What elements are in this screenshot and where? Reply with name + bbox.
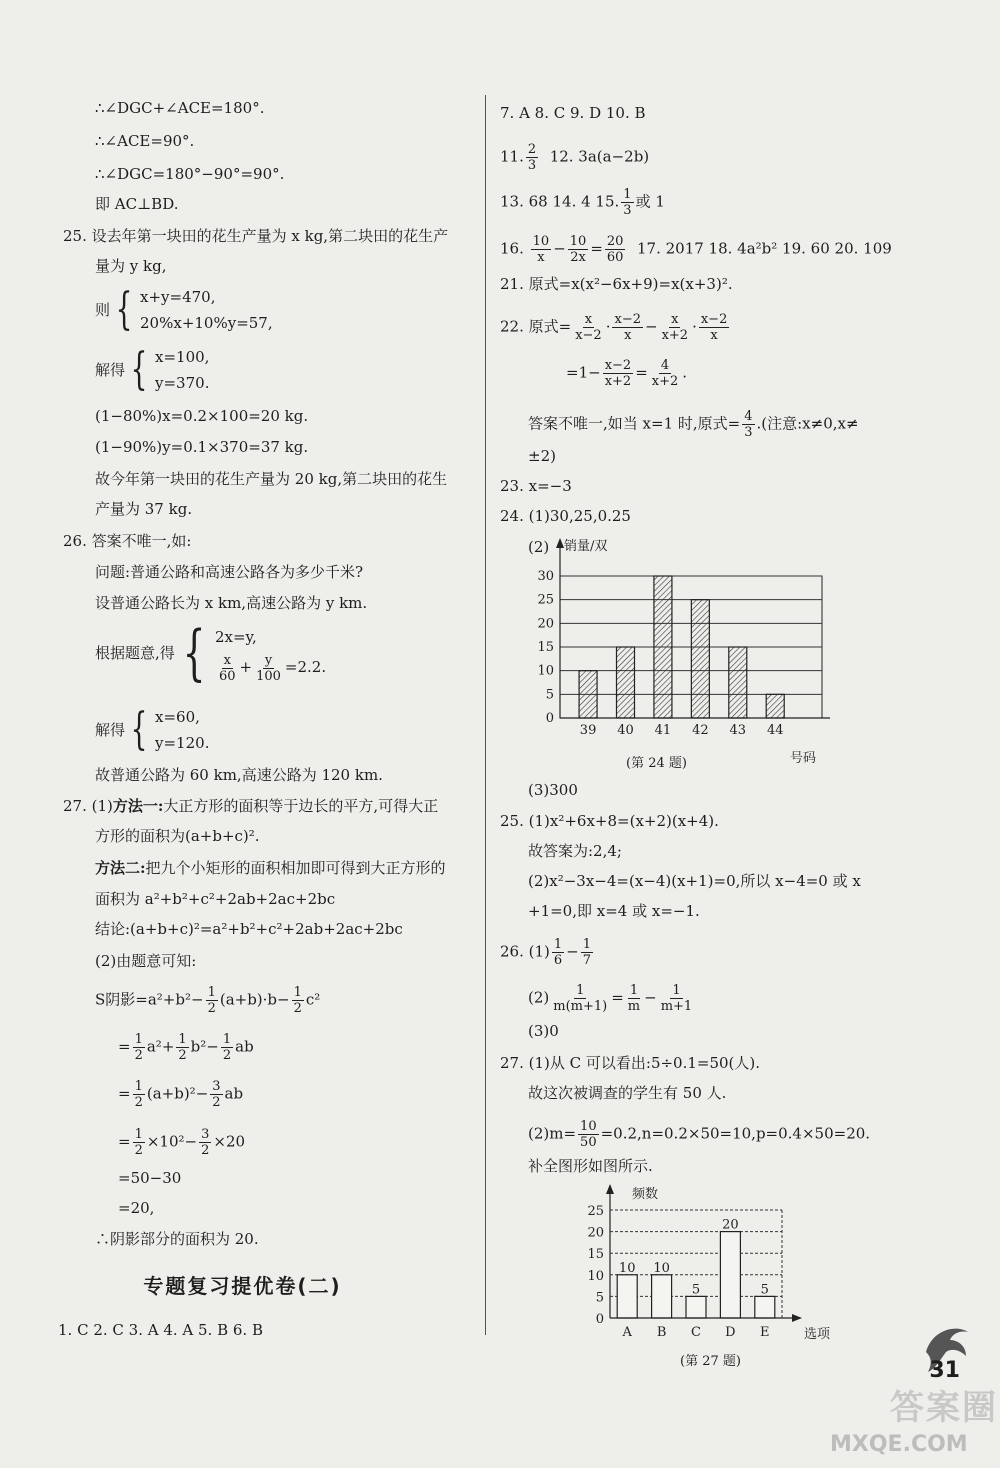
math-line: = $\frac{1}{2}$ a²+ $\frac{1}{2}$ b²− $\frac{1}{2}$ ab — [118, 1032, 254, 1063]
math-line: S阴影=a²+b²− $\frac{1}{2}$ (a+b)·b− $\frac{1}{2}$ c² — [95, 985, 321, 1016]
fraction: $\frac{1}{2}$ — [222, 1032, 232, 1063]
text-line: 问题:普通公路和高速公路各为多少千米? — [95, 563, 364, 581]
math-line: (2)m= $\frac{10}{50}$ =0.2,n=0.2×50=10,p=0.4×50=20. — [528, 1119, 871, 1150]
fraction: $\frac{20}{60}$ — [606, 234, 624, 265]
x-tick-label: 40 — [617, 723, 634, 738]
question-25: 25. 设去年第一块田的花生产量为 x kg,第二块田的花生产 — [63, 227, 449, 245]
text-line: 27. (1)从 C 可以看出:5÷0.1=50(人). — [500, 1054, 761, 1072]
text-line: 方法二:把九个小矩形的面积相加即可得到大正方形的 — [95, 859, 446, 877]
text-line: 即 AC⊥BD. — [95, 195, 179, 213]
fraction: $\frac{x}{60}$ — [218, 652, 236, 684]
question-26: 26. 答案不唯一,如: — [63, 532, 192, 550]
text-line: 21. 原式=x(x²−6x+9)=x(x+3)². — [500, 275, 733, 293]
chart-q27 — [587, 1178, 842, 1348]
x-tick-label: A — [622, 1325, 632, 1340]
x-axis-label: 选项 — [804, 1327, 831, 1342]
fraction: $\frac{4}{x+2}$ — [651, 358, 679, 389]
text-line: 量为 y kg, — [95, 257, 167, 275]
data-label: 20 — [722, 1217, 739, 1233]
equation-system — [95, 284, 273, 336]
fraction: $\frac{y}{100}$ — [256, 652, 281, 684]
math-line: =50−30 — [118, 1169, 182, 1187]
brace: { — [130, 704, 148, 755]
bar — [617, 647, 635, 718]
x-tick-label: 44 — [766, 723, 784, 738]
y-tick-label: 20 — [587, 1225, 604, 1241]
fraction: $\frac{x-2}{x}$ — [614, 312, 641, 343]
fraction: $\frac{x}{x+2}$ — [661, 312, 689, 343]
brace: { — [130, 344, 148, 395]
fraction: $\frac{x}{x-2}$ — [575, 312, 602, 343]
fraction: $\frac{1}{m(m+1)}$ — [553, 983, 608, 1014]
text-line: 故今年第一块田的花生产量为 20 kg,第二块田的花生 — [95, 470, 448, 488]
bar — [654, 576, 672, 718]
text-line: (1−90%)y=0.1×370=37 kg. — [95, 438, 309, 456]
text-line: +1=0,即 x=4 或 x=−1. — [528, 902, 700, 920]
math-line: = $\frac{1}{2}$ ×10²− $\frac{3}{2}$ ×20 — [118, 1127, 246, 1158]
y-axis-label: 销量/双 — [564, 539, 608, 554]
fraction: $\frac{x-2}{x}$ — [700, 312, 728, 343]
x-tick-label: 43 — [729, 723, 747, 738]
bar — [686, 1296, 706, 1318]
y-tick-label: 10 — [537, 663, 554, 679]
watermark-url: MXQE.COM — [830, 1432, 968, 1457]
y-tick-label: 15 — [587, 1247, 604, 1263]
math-line: (2) $\frac{1}{m(m+1)}$ = $\frac{1}{m}$ − $\frac{1}{m+1}$ — [528, 983, 693, 1014]
text-line: (3)0 — [528, 1022, 559, 1040]
fraction: $\frac{3}{2}$ — [201, 1127, 210, 1158]
text-line: 补全图形如图所示. — [528, 1157, 653, 1175]
equation: $\frac{x}{60}$ + $\frac{y}{100}$ =2.2. — [218, 652, 327, 684]
bar — [691, 600, 709, 718]
text-line: ∴∠ACE=90°. — [95, 132, 195, 150]
section-title: 专题复习提优卷(二) — [143, 1274, 342, 1298]
fraction: $\frac{2}{3}$ — [527, 142, 537, 173]
label: 解得 — [95, 721, 126, 739]
x-tick-label: C — [691, 1325, 701, 1340]
equation-system — [95, 617, 327, 688]
x-tick-label: B — [656, 1325, 667, 1340]
page-number: 31 — [929, 1358, 960, 1383]
text-line: (1−80%)x=0.2×100=20 kg. — [95, 407, 309, 425]
equation: x+y=470, — [140, 288, 216, 306]
bar — [579, 671, 597, 718]
question-27: 27. (1)方法一:大正方形的面积等于边长的平方,可得大正 — [63, 797, 439, 815]
x-tick-label: 41 — [654, 723, 672, 738]
math-line: 22. 原式= $\frac{x}{x-2}$ · $\frac{x-2}{x}$ − $\frac{x}{x+2}$ · $\frac{x-2}{x}$ — [500, 312, 728, 343]
fraction: $\frac{1}{2}$ — [207, 985, 216, 1016]
fraction: $\frac{1}{3}$ — [623, 187, 632, 218]
data-label: 5 — [691, 1282, 701, 1298]
equation: x=100, — [155, 348, 210, 366]
chart-q24 — [532, 532, 832, 772]
watermark-logo: 答案圈 — [890, 1388, 998, 1428]
data-label: 10 — [653, 1260, 670, 1276]
chart-bars — [617, 1218, 775, 1318]
text-line: 故答案为:2,4; — [528, 842, 622, 860]
text-line: 设普通公路长为 x km,高速公路为 y km. — [95, 594, 368, 612]
y-tick-label: 15 — [537, 640, 554, 655]
fraction: $\frac{1}{2}$ — [134, 1079, 143, 1110]
math-line: =1− $\frac{x-2}{x+2}$ = $\frac{4}{x+2}$ . — [566, 358, 688, 389]
y-axis-arrow — [556, 538, 564, 548]
data-label: 5 — [760, 1282, 769, 1298]
text-line: (3)300 — [528, 781, 578, 799]
y-tick-label: 25 — [537, 592, 554, 608]
chart-caption: (第 27 题) — [680, 1354, 741, 1369]
y-tick-label: 0 — [545, 711, 554, 726]
equation: 20%x+10%y=57, — [140, 314, 273, 332]
x-axis-arrow — [792, 1314, 802, 1322]
brace: { — [182, 617, 206, 688]
x-tick-label: 39 — [579, 723, 597, 738]
label: 解得 — [95, 361, 126, 379]
data-label: 10 — [618, 1260, 636, 1276]
fraction: $\frac{1}{2}$ — [134, 1032, 143, 1063]
text-line: (2) — [528, 538, 550, 556]
y-tick-label: 30 — [537, 569, 554, 584]
fraction: $\frac{4}{3}$ — [744, 409, 753, 440]
text-line: ∴∠DGC+∠ACE=180°. — [95, 99, 265, 117]
bar — [720, 1232, 740, 1318]
math-line: =20, — [118, 1199, 155, 1217]
fraction: $\frac{1}{2}$ — [178, 1032, 187, 1063]
math-line: 答案不唯一,如当 x=1 时,原式= $\frac{4}{3}$ .(注意:x≠0,x≠ — [528, 409, 859, 440]
y-tick-label: 25 — [587, 1204, 604, 1219]
text-line: 25. (1)x²+6x+8=(x+2)(x+4). — [500, 812, 719, 830]
bar — [617, 1275, 637, 1318]
x-tick-label: D — [725, 1325, 736, 1340]
label: 根据题意,得 — [95, 643, 175, 662]
chart-caption: (第 24 题) — [626, 756, 687, 771]
solution-system — [95, 344, 209, 396]
text-line: (2)由题意可知: — [95, 952, 197, 970]
multiple-choice-answers: 1. C 2. C 3. A 4. A 5. B 6. B — [58, 1321, 263, 1339]
math-line: = $\frac{1}{2}$ (a+b)²− $\frac{3}{2}$ ab — [118, 1079, 244, 1110]
text-line: 方形的面积为(a+b+c)². — [95, 827, 260, 845]
brace: { — [115, 284, 133, 335]
fraction: $\frac{x-2}{x+2}$ — [604, 358, 632, 389]
math-line: 13. 68 14. 4 15. $\frac{1}{3}$ 或 1 — [500, 187, 665, 218]
text-line: 结论:(a+b+c)²=a²+b²+c²+2ab+2ac+2bc — [95, 920, 403, 938]
x-axis-label: 号码 — [790, 751, 817, 766]
solution-system — [95, 704, 209, 756]
text-line: 面积为 a²+b²+c²+2ab+2ac+2bc — [95, 890, 336, 908]
y-tick-label: 5 — [595, 1290, 604, 1306]
fraction: $\frac{1}{m}$ — [627, 983, 641, 1014]
equation: y=120. — [155, 734, 210, 752]
math-line: 26. (1) $\frac{1}{6}$ − $\frac{1}{7}$ — [500, 937, 592, 968]
text-line: (2)x²−3x−4=(x−4)(x+1)=0,所以 x−4=0 或 x — [528, 872, 861, 890]
x-tick-label: 42 — [692, 723, 709, 738]
bar — [729, 647, 747, 718]
equation: 2x=y, — [214, 628, 257, 646]
text-line: 故这次被调查的学生有 50 人. — [528, 1084, 727, 1102]
bar — [766, 694, 784, 718]
fraction: $\frac{3}{2}$ — [212, 1079, 221, 1110]
math-line: 16. $\frac{10}{x}$ − $\frac{10}{2x}$ = $\frac{20}{60}$ 17. 2017 18. 4a²b² 19. 60 20. 109 — [500, 234, 892, 265]
text-line: 23. x=−3 — [500, 477, 572, 495]
fraction: $\frac{1}{2}$ — [293, 985, 302, 1016]
text-line: 产量为 37 kg. — [95, 500, 193, 518]
fraction: $\frac{1}{7}$ — [582, 937, 592, 968]
text-line: ±2) — [528, 447, 556, 465]
text-line: 故普通公路为 60 km,高速公路为 120 km. — [95, 766, 383, 784]
fraction: $\frac{1}{2}$ — [134, 1127, 143, 1158]
fraction: $\frac{10}{50}$ — [580, 1119, 597, 1150]
y-tick-label: 10 — [587, 1268, 604, 1284]
x-tick-label: E — [760, 1325, 770, 1340]
bar — [652, 1275, 672, 1318]
y-axis-arrow — [606, 1184, 614, 1194]
fraction: $\frac{1}{m+1}$ — [660, 983, 693, 1014]
column-divider — [485, 95, 486, 1335]
math-line: 11. $\frac{2}{3}$ 12. 3a(a−2b) — [500, 142, 650, 173]
equation: y=370. — [155, 374, 210, 392]
y-tick-label: 0 — [595, 1312, 604, 1327]
text-line: 24. (1)30,25,0.25 — [500, 507, 631, 525]
bar — [755, 1296, 775, 1318]
y-tick-label: 20 — [537, 616, 554, 632]
text-line: ∴∠DGC=180°−90°=90°. — [95, 165, 285, 183]
label: 则 — [95, 301, 111, 319]
fraction: $\frac{10}{x}$ — [532, 234, 550, 265]
text-line: ∴阴影部分的面积为 20. — [95, 1230, 259, 1248]
text-line: 7. A 8. C 9. D 10. B — [500, 104, 646, 122]
fraction: $\frac{10}{2x}$ — [569, 234, 587, 265]
y-axis-label: 频数 — [632, 1187, 659, 1202]
y-tick-label: 5 — [545, 687, 554, 703]
fraction: $\frac{1}{6}$ — [553, 937, 563, 968]
equation: x=60, — [155, 708, 200, 726]
